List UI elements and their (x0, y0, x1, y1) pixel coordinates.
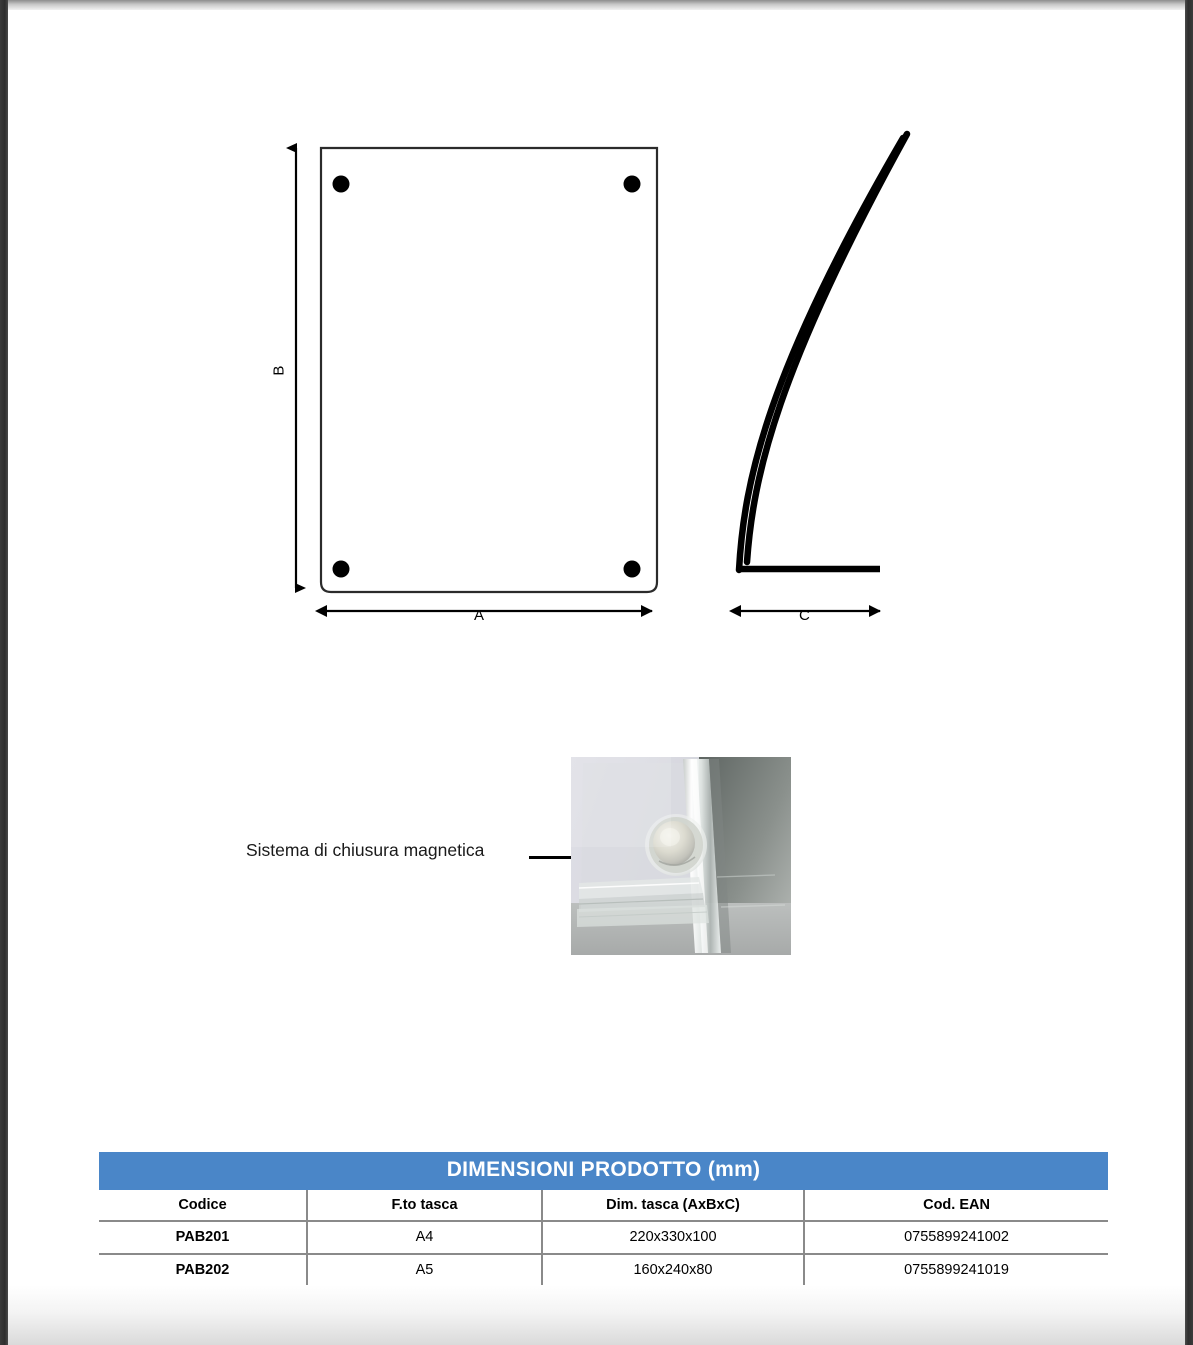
technical-drawing (8, 120, 1185, 640)
table-row (99, 1254, 1108, 1287)
dimension-label-a: A (474, 607, 485, 624)
cell-ean: 0755899241019 (804, 1254, 1108, 1287)
column-header-codice: Codice (99, 1190, 307, 1221)
cell-codice: PAB202 (99, 1254, 307, 1287)
column-header-ean: Cod. EAN (804, 1190, 1108, 1221)
viewer-top-edge (8, 0, 1185, 10)
document-page (8, 10, 1185, 1345)
cell-dimensioni: 220x330x100 (542, 1221, 804, 1254)
dimension-label-b: B (270, 365, 288, 376)
viewer-left-edge (0, 0, 8, 1345)
cell-ean: 0755899241002 (804, 1221, 1108, 1254)
table-header-row (99, 1190, 1108, 1221)
dimension-label-c: C (799, 607, 811, 624)
magnet-dot-bottom-right (624, 561, 641, 578)
drawing-canvas (8, 120, 1185, 640)
magnet-dot-top-left (333, 176, 350, 193)
side-view-profile (739, 134, 907, 572)
magnetic-closure-label: Sistema di chiusura magnetica (246, 840, 485, 860)
cell-codice: PAB201 (99, 1221, 307, 1254)
table-row (99, 1221, 1108, 1254)
column-header-dimensioni: Dim. tasca (AxBxC) (542, 1190, 804, 1221)
magnet-dot-bottom-left (333, 561, 350, 578)
table-title-bar (99, 1152, 1108, 1190)
cell-dimensioni: 160x240x80 (542, 1254, 804, 1287)
viewer-bottom-edge (8, 1285, 1185, 1345)
viewer-right-edge (1185, 0, 1193, 1345)
cell-formato: A5 (307, 1254, 542, 1287)
column-header-formato: F.to tasca (307, 1190, 542, 1221)
magnetic-closure-photo (571, 757, 791, 955)
cell-formato: A4 (307, 1221, 542, 1254)
front-view-panel (321, 148, 657, 592)
table-title: DIMENSIONI PRODOTTO (mm) (99, 1152, 1108, 1190)
magnet-dot-top-right (624, 176, 641, 193)
